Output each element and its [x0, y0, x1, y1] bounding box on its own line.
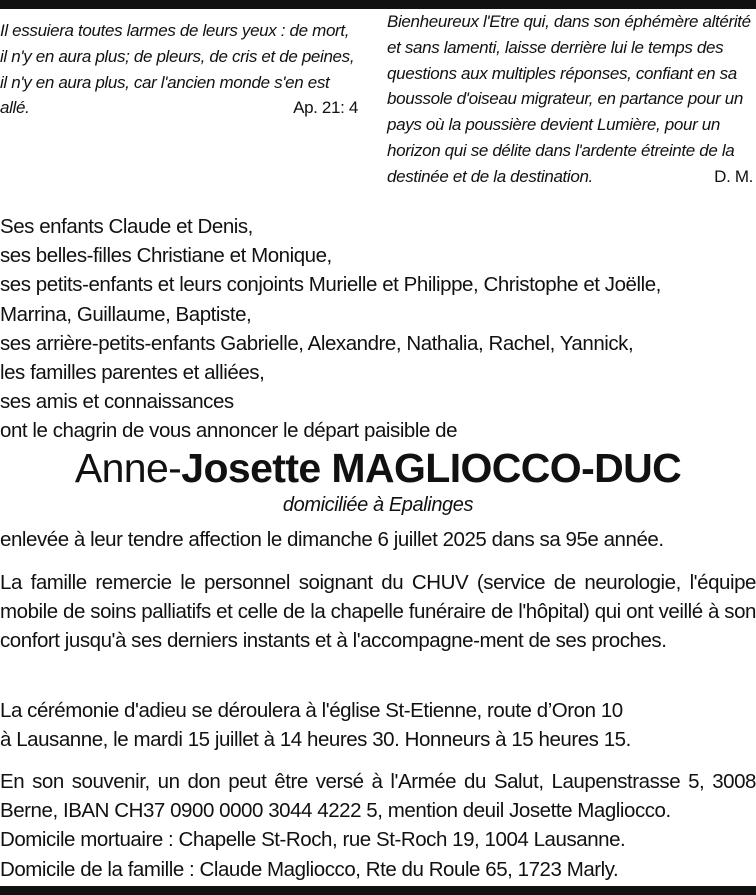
family-line: ses amis et connaissances — [0, 390, 234, 414]
passing-notice: enlevée à leur tendre affection le dimanche 6 juillet 2025 dans sa 95e année. — [0, 528, 664, 551]
closing-paragraph — [0, 767, 756, 884]
family-line: les familles parentes et alliées, — [0, 361, 265, 385]
family-line: ses petits-enfants et leurs conjoints Murielle et Philippe, Christophe et Joëlle, — [0, 273, 661, 297]
donation-text: En son souvenir, un don peut être versé à l'Armée du Salut, Laupenstrasse 5, 3008 Berne, IBAN CH37 0900 0000 3044 4222 5, mention deuil Josette Magliocco. — [0, 770, 756, 823]
family-address: Domicile de la famille : Claude Magliocco, Rte du Roule 65, 1723 Marly. — [0, 857, 619, 881]
mortuary-address: Domicile mortuaire : Chapelle St-Roch, rue St-Roch 19, 1004 Lausanne. — [0, 828, 626, 852]
bible-quote — [0, 18, 358, 121]
family-line: Marrina, Guillaume, Baptiste, — [0, 302, 252, 326]
ceremony-line: La cérémonie d'adieu se déroulera à l'église St-Etienne, route d’Oron 10 — [0, 699, 623, 722]
bible-quote-text: Il essuiera toutes larmes de leurs yeux : de mort, il n'y en aura plus; de pleurs, de cris et de peines, il n'y en aura plus, car l'ancien monde s'en est allé. — [0, 21, 355, 118]
family-line: ses belles-filles Christiane et Monique, — [0, 244, 332, 268]
thanks-paragraph: La famille remercie le personnel soignant du CHUV (service de neurologie, l'équipe mobile de soins palliatifs et celle de la chapelle funéraire de l'hôpital) qui ont veillé à son confort jusqu'à ses derniers instants et à l'accompagne-ment de ses proches. — [0, 571, 756, 653]
family-line: ses arrière-petits-enfants Gabrielle, Alexandre, Nathalia, Rachel, Yannick, — [0, 331, 634, 355]
poem-quote-reference: D. M. — [714, 166, 753, 186]
family-line: ont le chagrin de vous annoncer le départ paisible de — [0, 419, 458, 443]
deceased-first-name: Anne- — [74, 445, 182, 491]
poem-quote-text: Bienheureux l'Etre qui, dans son éphémère altérité et sans lamenti, laisse derrière lui le temps des questions aux multiples réponses, confiant en sa boussole d'oiseau migrateur, en partance pour un pays où la poussière devient Lumière, pour un horizon qui se délite dans l'ardente étreinte de la destinée et de la destination. — [387, 12, 751, 186]
family-line: Ses enfants Claude et Denis, — [0, 215, 253, 238]
poem-quote — [387, 9, 753, 190]
deceased-residence: domiciliée à Epalinges — [282, 494, 474, 516]
bible-quote-reference: Ap. 21: 4 — [293, 98, 358, 118]
deceased-name-bold: Josette MAGLIOCCO-DUC — [181, 445, 682, 491]
top-border-rule — [0, 0, 756, 9]
family-announcement — [0, 212, 756, 446]
ceremony-paragraph — [0, 696, 756, 754]
ceremony-line: à Lausanne, le mardi 15 juillet à 14 heures 30. Honneurs à 15 heures 15. — [0, 728, 631, 752]
deceased-name — [0, 440, 756, 496]
bottom-border-rule — [0, 886, 756, 895]
